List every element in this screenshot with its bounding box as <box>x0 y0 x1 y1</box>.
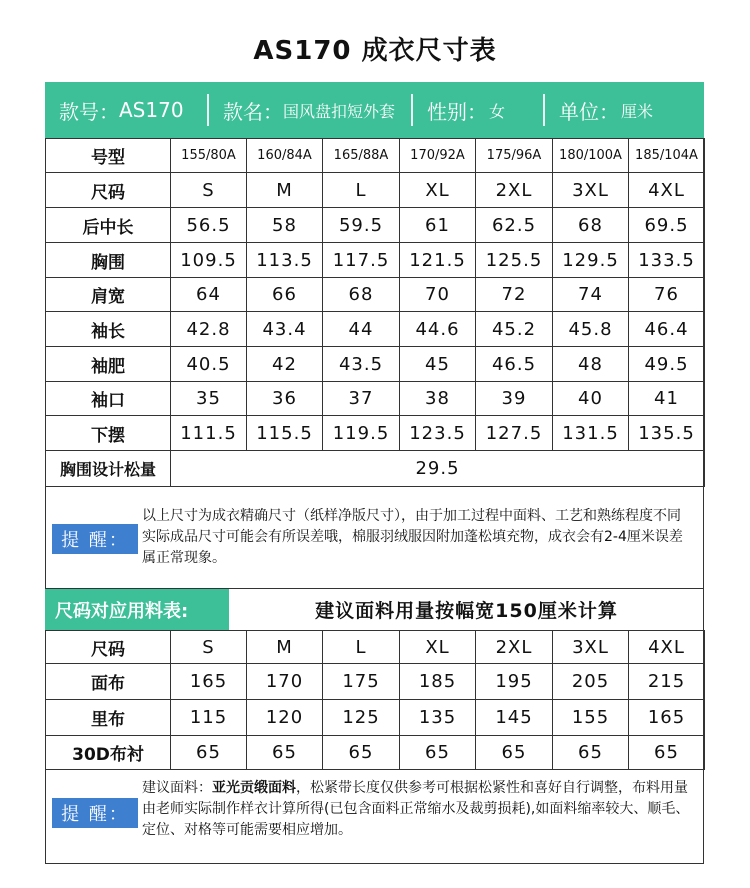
table-row <box>46 631 705 664</box>
fabric-table-body <box>46 631 705 770</box>
reminder-text <box>142 778 697 841</box>
table-cell: 115.5 <box>247 416 323 451</box>
ease-value: 29.5 <box>171 451 705 487</box>
reminder-box-1 <box>45 488 704 589</box>
table-cell: 39 <box>476 382 553 416</box>
fabric-section-title: 建议面料用量按幅宽150厘米计算 <box>315 600 618 622</box>
table-cell: 123.5 <box>400 416 476 451</box>
table-cell: 70 <box>400 278 476 312</box>
table-cell: 120 <box>247 700 323 736</box>
table-cell: 145 <box>476 700 553 736</box>
reminder-box-2 <box>45 768 704 864</box>
row-label: 胸围 <box>46 243 171 278</box>
name-value: 国风盘扣短外套 <box>283 101 396 121</box>
page-title: AS170 成衣尺寸表 <box>253 36 497 66</box>
table-cell: 109.5 <box>171 243 247 278</box>
row-label: 后中长 <box>46 208 171 243</box>
table-cell: XL <box>400 173 476 208</box>
table-cell: 76 <box>629 278 705 312</box>
table-cell: 40 <box>553 382 629 416</box>
table-row <box>46 312 705 347</box>
reminder-text: 以上尺寸为成衣精确尺寸（纸样净版尺寸），由于加工过程中面料、工艺和熟练程度不同实际成品尺寸可能会有所误差哦，棉服羽绒服因附加蓬松填充物，成衣会有2-4厘米误差属正常现象。 <box>142 508 683 566</box>
row-label: 号型 <box>46 139 171 173</box>
fabric-table <box>45 630 705 770</box>
table-cell: 43.4 <box>247 312 323 347</box>
table-cell: 135 <box>400 700 476 736</box>
table-cell: 45.8 <box>553 312 629 347</box>
table-cell: S <box>171 631 247 664</box>
table-cell: 69.5 <box>629 208 705 243</box>
table-cell: 45 <box>400 347 476 382</box>
table-cell: S <box>171 173 247 208</box>
name-cell <box>209 82 411 138</box>
table-cell: 2XL <box>476 173 553 208</box>
table-cell: 65 <box>400 736 476 770</box>
info-banner <box>45 82 704 138</box>
table-cell: 215 <box>629 664 705 700</box>
table-cell: L <box>323 173 400 208</box>
table-cell: 35 <box>171 382 247 416</box>
table-cell: XL <box>400 631 476 664</box>
table-cell: 165/88A <box>323 139 400 173</box>
table-cell: 38 <box>400 382 476 416</box>
table-cell: 121.5 <box>400 243 476 278</box>
row-label: 里布 <box>46 700 171 736</box>
table-cell: 2XL <box>476 631 553 664</box>
banner-divider <box>411 94 413 126</box>
table-cell: 59.5 <box>323 208 400 243</box>
gender-cell <box>413 82 543 138</box>
table-row <box>46 243 705 278</box>
table-cell: M <box>247 631 323 664</box>
row-label: 袖长 <box>46 312 171 347</box>
table-cell: 46.4 <box>629 312 705 347</box>
table-cell: 205 <box>553 664 629 700</box>
table-cell: 65 <box>476 736 553 770</box>
table-row <box>46 416 705 451</box>
table-cell: 61 <box>400 208 476 243</box>
table-row <box>46 736 705 770</box>
table-cell: 72 <box>476 278 553 312</box>
row-label: 30D布衬 <box>46 736 171 770</box>
gender-value: 女 <box>489 101 506 121</box>
table-cell: 117.5 <box>323 243 400 278</box>
table-cell: 111.5 <box>171 416 247 451</box>
table-row <box>46 664 705 700</box>
table-cell: 155/80A <box>171 139 247 173</box>
row-label: 肩宽 <box>46 278 171 312</box>
table-cell: 175/96A <box>476 139 553 173</box>
table-cell: 133.5 <box>629 243 705 278</box>
table-cell: 165 <box>629 700 705 736</box>
table-cell: 40.5 <box>171 347 247 382</box>
reminder-badge: 提 醒： <box>52 798 138 828</box>
row-label: 面布 <box>46 664 171 700</box>
name-label: 款名： <box>223 99 283 124</box>
table-cell: 125 <box>323 700 400 736</box>
row-label: 尺码 <box>46 631 171 664</box>
table-cell: L <box>323 631 400 664</box>
table-row <box>46 208 705 243</box>
suggested-fabric-prefix: 建议面料： <box>142 780 212 796</box>
table-cell: 131.5 <box>553 416 629 451</box>
table-cell: 45.2 <box>476 312 553 347</box>
table-cell: 195 <box>476 664 553 700</box>
table-cell: 119.5 <box>323 416 400 451</box>
table-cell: 115 <box>171 700 247 736</box>
table-cell: 170/92A <box>400 139 476 173</box>
row-label: 下摆 <box>46 416 171 451</box>
table-cell: 175 <box>323 664 400 700</box>
table-cell: 185/104A <box>629 139 705 173</box>
table-cell: 135.5 <box>629 416 705 451</box>
table-cell: 37 <box>323 382 400 416</box>
ease-label: 胸围设计松量 <box>46 451 171 487</box>
table-cell: 62.5 <box>476 208 553 243</box>
table-row <box>46 173 705 208</box>
banner-divider <box>543 94 545 126</box>
table-cell: 56.5 <box>171 208 247 243</box>
table-cell: 180/100A <box>553 139 629 173</box>
table-cell: 41 <box>629 382 705 416</box>
table-cell: 49.5 <box>629 347 705 382</box>
table-cell: 4XL <box>629 631 705 664</box>
table-cell: 185 <box>400 664 476 700</box>
row-label: 袖口 <box>46 382 171 416</box>
table-cell: 65 <box>247 736 323 770</box>
style-no-value: AS170 <box>119 98 184 122</box>
size-table-body <box>46 139 705 487</box>
table-cell: 46.5 <box>476 347 553 382</box>
table-cell: 42.8 <box>171 312 247 347</box>
table-cell: 170 <box>247 664 323 700</box>
table-cell: 3XL <box>553 173 629 208</box>
table-cell: 68 <box>323 278 400 312</box>
reminder-badge: 提 醒： <box>52 524 138 554</box>
table-cell: 36 <box>247 382 323 416</box>
table-cell: 4XL <box>629 173 705 208</box>
table-cell: 127.5 <box>476 416 553 451</box>
table-row <box>46 382 705 416</box>
row-label: 尺码 <box>46 173 171 208</box>
table-cell: 65 <box>171 736 247 770</box>
fabric-section-header <box>45 589 704 631</box>
table-cell: 155 <box>553 700 629 736</box>
unit-label: 单位： <box>559 99 619 124</box>
table-row <box>46 347 705 382</box>
table-cell: 64 <box>171 278 247 312</box>
table-cell: 68 <box>553 208 629 243</box>
table-cell: M <box>247 173 323 208</box>
table-cell: 125.5 <box>476 243 553 278</box>
unit-value: 厘米 <box>621 101 654 121</box>
table-cell: 58 <box>247 208 323 243</box>
banner-divider <box>207 94 209 126</box>
style-no-cell <box>45 82 207 138</box>
fabric-section-label: 尺码对应用料表: <box>45 589 229 630</box>
table-cell: 3XL <box>553 631 629 664</box>
style-no-label: 款号： <box>59 99 119 124</box>
table-cell: 48 <box>553 347 629 382</box>
table-row <box>46 278 705 312</box>
ease-row <box>46 451 705 487</box>
table-cell: 65 <box>323 736 400 770</box>
table-cell: 165 <box>171 664 247 700</box>
table-cell: 44 <box>323 312 400 347</box>
size-table <box>45 138 705 487</box>
suggested-fabric-name: 亚光贡缎面料 <box>212 780 296 796</box>
table-cell: 160/84A <box>247 139 323 173</box>
table-cell: 44.6 <box>400 312 476 347</box>
table-cell: 66 <box>247 278 323 312</box>
table-cell: 65 <box>629 736 705 770</box>
table-cell: 129.5 <box>553 243 629 278</box>
unit-cell <box>545 82 695 138</box>
reminder-body: ，松紧带长度仅供参考可根据松紧性和喜好自行调整，布料用量由老师实际制作样衣计算所得(已包含面料正常缩水及裁剪损耗),如面料缩率较大、顺毛、定位、对格等可能需要相应增加。 <box>142 780 690 838</box>
row-label: 袖肥 <box>46 347 171 382</box>
table-cell: 113.5 <box>247 243 323 278</box>
table-cell: 65 <box>553 736 629 770</box>
table-cell: 74 <box>553 278 629 312</box>
table-row <box>46 139 705 173</box>
table-row <box>46 700 705 736</box>
table-cell: 42 <box>247 347 323 382</box>
table-cell: 43.5 <box>323 347 400 382</box>
gender-label: 性别： <box>427 99 487 124</box>
